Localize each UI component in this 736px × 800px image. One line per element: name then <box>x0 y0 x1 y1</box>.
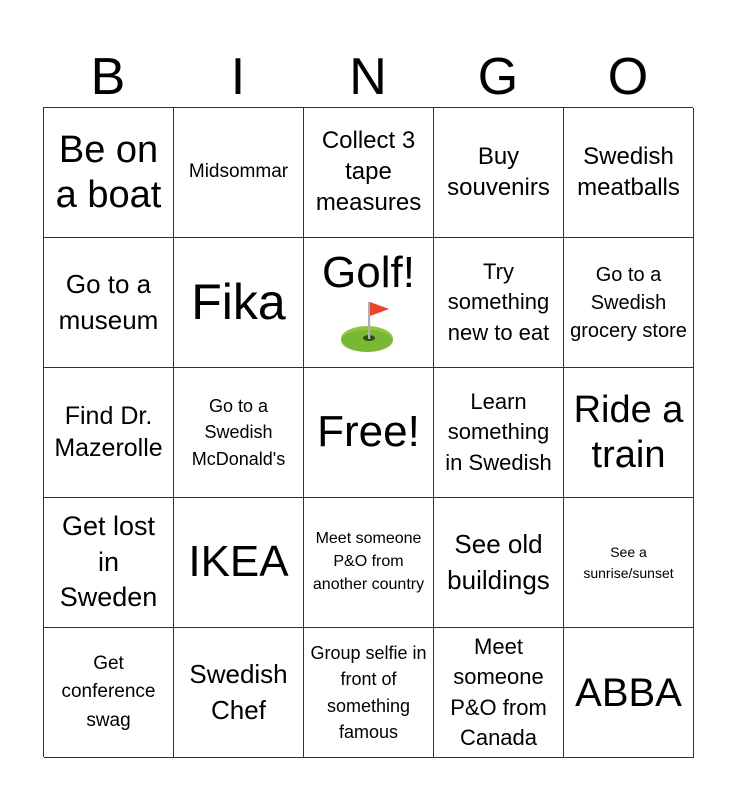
bingo-cell[interactable] <box>434 368 564 498</box>
bingo-cell[interactable] <box>564 238 694 368</box>
bingo-cell[interactable] <box>564 108 694 238</box>
bingo-cell[interactable] <box>174 108 304 238</box>
cell-text: Learn something in Swedish <box>445 388 552 475</box>
header-letter-i: I <box>230 48 246 106</box>
header-letter-o: O <box>607 48 649 106</box>
cell-text: See old buildings <box>447 529 550 595</box>
bingo-cell[interactable] <box>44 368 174 498</box>
cell-text: Be on a boat <box>55 128 162 216</box>
cell-text: Swedish Chef <box>189 659 288 725</box>
cell-text: Try something new to eat <box>447 258 550 345</box>
cell-text: Swedish meatballs <box>577 142 680 201</box>
bingo-cell[interactable] <box>174 238 304 368</box>
cell-text: Go to a Swedish grocery store <box>570 263 687 342</box>
bingo-cell[interactable] <box>564 498 694 628</box>
cell-text: Collect 3 tape measures <box>315 127 422 216</box>
bingo-header <box>43 46 693 108</box>
cell-text: Go to a museum <box>58 269 159 335</box>
cell-text: Buy souvenirs <box>447 142 550 201</box>
header-letter-g: G <box>477 48 519 106</box>
cell-text: Group selfie in front of something famous <box>310 643 427 742</box>
bingo-cell[interactable] <box>44 628 174 758</box>
bingo-board <box>43 107 693 757</box>
bingo-cell[interactable] <box>174 498 304 628</box>
cell-text: ABBA <box>575 670 682 715</box>
bingo-cell[interactable] <box>44 108 174 238</box>
bingo-cell[interactable] <box>304 108 434 238</box>
cell-text: Free! <box>317 407 420 457</box>
cell-text: Go to a Swedish McDonald's <box>191 396 286 469</box>
cell-text: Get lost in Sweden <box>59 510 158 613</box>
cell-text: Fika <box>191 274 286 330</box>
cell-text: Meet someone P&O from another country <box>312 530 425 593</box>
cell-text: Golf! <box>322 248 415 298</box>
cell-text: IKEA <box>188 537 289 587</box>
header-letter-b: B <box>90 48 126 106</box>
bingo-cell[interactable] <box>174 628 304 758</box>
header-letter-n: N <box>349 48 387 106</box>
bingo-cell[interactable] <box>434 238 564 368</box>
cell-text: Get conference swag <box>61 652 156 731</box>
cell-text: Meet someone P&O from Canada <box>450 633 547 750</box>
bingo-cell[interactable] <box>304 368 434 498</box>
bingo-cell[interactable] <box>44 498 174 628</box>
bingo-cell[interactable] <box>564 368 694 498</box>
cell-text: Midsommar <box>188 161 289 183</box>
bingo-cell[interactable] <box>304 238 434 368</box>
bingo-cell[interactable] <box>434 628 564 758</box>
flag-in-hole-icon <box>339 299 399 355</box>
bingo-cell[interactable] <box>304 628 434 758</box>
cell-text: Ride a train <box>573 388 684 476</box>
bingo-cell[interactable] <box>304 498 434 628</box>
bingo-cell[interactable] <box>434 498 564 628</box>
cell-text: Find Dr. Mazerolle <box>54 402 163 462</box>
cell-text: See a sunrise/sunset <box>583 544 674 581</box>
bingo-cell[interactable] <box>434 108 564 238</box>
bingo-cell[interactable] <box>564 628 694 758</box>
bingo-cell[interactable] <box>174 368 304 498</box>
bingo-cell[interactable] <box>44 238 174 368</box>
